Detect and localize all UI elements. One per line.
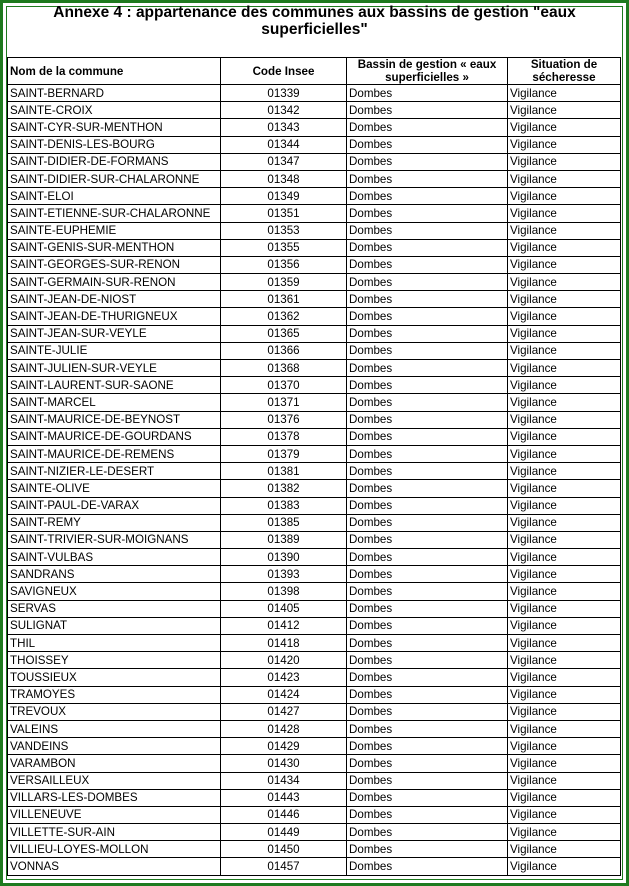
cell-commune: SAINT-MAURICE-DE-REMENS: [8, 445, 221, 462]
table-row: [8, 669, 621, 686]
cell-bassin: Dombes: [347, 497, 508, 514]
cell-bassin: Dombes: [347, 119, 508, 136]
cell-situation: Vigilance: [508, 789, 621, 806]
cell-commune: SAINT-JEAN-DE-THURIGNEUX: [8, 308, 221, 325]
header-code-insee: Code Insee: [221, 58, 347, 85]
cell-situation: Vigilance: [508, 394, 621, 411]
cell-bassin: Dombes: [347, 669, 508, 686]
cell-commune: THIL: [8, 635, 221, 652]
table-row: [8, 394, 621, 411]
cell-commune: SAINT-GENIS-SUR-MENTHON: [8, 239, 221, 256]
cell-code-insee: 01457: [221, 858, 347, 875]
cell-situation: Vigilance: [508, 360, 621, 377]
cell-commune: VILLARS-LES-DOMBES: [8, 789, 221, 806]
cell-code-insee: 01390: [221, 549, 347, 566]
table-row: [8, 222, 621, 239]
header-commune: Nom de la commune: [8, 58, 221, 85]
cell-code-insee: 01383: [221, 497, 347, 514]
cell-commune: SAINT-MARCEL: [8, 394, 221, 411]
cell-code-insee: 01418: [221, 635, 347, 652]
cell-commune: SAINT-DIDIER-DE-FORMANS: [8, 153, 221, 170]
cell-code-insee: 01361: [221, 291, 347, 308]
cell-code-insee: 01449: [221, 824, 347, 841]
table-row: [8, 806, 621, 823]
table-row: [8, 360, 621, 377]
cell-bassin: Dombes: [347, 188, 508, 205]
cell-code-insee: 01428: [221, 720, 347, 737]
cell-situation: Vigilance: [508, 85, 621, 102]
cell-code-insee: 01420: [221, 652, 347, 669]
cell-situation: Vigilance: [508, 841, 621, 858]
cell-bassin: Dombes: [347, 325, 508, 342]
cell-bassin: Dombes: [347, 841, 508, 858]
cell-commune: SAINT-NIZIER-LE-DESERT: [8, 463, 221, 480]
table-row: [8, 463, 621, 480]
cell-commune: VANDEINS: [8, 738, 221, 755]
cell-bassin: Dombes: [347, 772, 508, 789]
cell-situation: Vigilance: [508, 274, 621, 291]
cell-bassin: Dombes: [347, 445, 508, 462]
cell-bassin: Dombes: [347, 652, 508, 669]
cell-commune: SAINTE-EUPHEMIE: [8, 222, 221, 239]
cell-commune: SAINT-ELOI: [8, 188, 221, 205]
cell-commune: TREVOUX: [8, 703, 221, 720]
cell-commune: SAINTE-JULIE: [8, 342, 221, 359]
cell-bassin: Dombes: [347, 360, 508, 377]
cell-bassin: Dombes: [347, 170, 508, 187]
cell-situation: Vigilance: [508, 514, 621, 531]
cell-bassin: Dombes: [347, 411, 508, 428]
cell-commune: SAINT-GEORGES-SUR-RENON: [8, 256, 221, 273]
table-row: [8, 411, 621, 428]
cell-situation: Vigilance: [508, 428, 621, 445]
cell-code-insee: 01393: [221, 566, 347, 583]
cell-commune: SAINT-MAURICE-DE-BEYNOST: [8, 411, 221, 428]
cell-bassin: Dombes: [347, 755, 508, 772]
cell-situation: Vigilance: [508, 480, 621, 497]
cell-code-insee: 01405: [221, 600, 347, 617]
cell-bassin: Dombes: [347, 531, 508, 548]
cell-code-insee: 01389: [221, 531, 347, 548]
table-row: [8, 772, 621, 789]
table-row: [8, 566, 621, 583]
cell-bassin: Dombes: [347, 738, 508, 755]
cell-situation: Vigilance: [508, 703, 621, 720]
cell-code-insee: 01368: [221, 360, 347, 377]
table-row: [8, 617, 621, 634]
cell-situation: Vigilance: [508, 205, 621, 222]
cell-bassin: Dombes: [347, 806, 508, 823]
table-row: [8, 119, 621, 136]
table-row: [8, 720, 621, 737]
cell-situation: Vigilance: [508, 617, 621, 634]
table-row: [8, 445, 621, 462]
cell-bassin: Dombes: [347, 617, 508, 634]
cell-code-insee: 01443: [221, 789, 347, 806]
cell-code-insee: 01370: [221, 377, 347, 394]
cell-commune: SAINT-CYR-SUR-MENTHON: [8, 119, 221, 136]
table-row: [8, 583, 621, 600]
cell-code-insee: 01355: [221, 239, 347, 256]
cell-bassin: Dombes: [347, 549, 508, 566]
cell-code-insee: 01427: [221, 703, 347, 720]
cell-commune: SAINT-TRIVIER-SUR-MOIGNANS: [8, 531, 221, 548]
cell-code-insee: 01347: [221, 153, 347, 170]
cell-code-insee: 01359: [221, 274, 347, 291]
cell-code-insee: 01412: [221, 617, 347, 634]
cell-commune: THOISSEY: [8, 652, 221, 669]
cell-commune: VALEINS: [8, 720, 221, 737]
cell-commune: SAINT-JEAN-SUR-VEYLE: [8, 325, 221, 342]
cell-commune: TOUSSIEUX: [8, 669, 221, 686]
cell-situation: Vigilance: [508, 119, 621, 136]
cell-bassin: Dombes: [347, 583, 508, 600]
cell-code-insee: 01348: [221, 170, 347, 187]
cell-code-insee: 01376: [221, 411, 347, 428]
cell-commune: SANDRANS: [8, 566, 221, 583]
cell-bassin: Dombes: [347, 239, 508, 256]
cell-code-insee: 01339: [221, 85, 347, 102]
cell-situation: Vigilance: [508, 566, 621, 583]
cell-situation: Vigilance: [508, 583, 621, 600]
table-row: [8, 600, 621, 617]
cell-code-insee: 01366: [221, 342, 347, 359]
table-header-row: [8, 58, 621, 85]
table-row: [8, 858, 621, 875]
cell-bassin: Dombes: [347, 720, 508, 737]
cell-situation: Vigilance: [508, 755, 621, 772]
cell-code-insee: 01423: [221, 669, 347, 686]
cell-commune: SAINT-PAUL-DE-VARAX: [8, 497, 221, 514]
table-row: [8, 256, 621, 273]
cell-situation: Vigilance: [508, 720, 621, 737]
cell-bassin: Dombes: [347, 858, 508, 875]
cell-situation: Vigilance: [508, 463, 621, 480]
cell-commune: VARAMBON: [8, 755, 221, 772]
table-row: [8, 514, 621, 531]
cell-bassin: Dombes: [347, 566, 508, 583]
cell-bassin: Dombes: [347, 85, 508, 102]
cell-code-insee: 01351: [221, 205, 347, 222]
cell-situation: Vigilance: [508, 239, 621, 256]
cell-bassin: Dombes: [347, 686, 508, 703]
header-bassin: Bassin de gestion « eaux superficielles »: [347, 58, 508, 85]
cell-bassin: Dombes: [347, 102, 508, 119]
cell-code-insee: 01343: [221, 119, 347, 136]
table-row: [8, 342, 621, 359]
cell-situation: Vigilance: [508, 411, 621, 428]
cell-bassin: Dombes: [347, 514, 508, 531]
cell-bassin: Dombes: [347, 308, 508, 325]
cell-bassin: Dombes: [347, 274, 508, 291]
table-body: [8, 85, 621, 876]
cell-situation: Vigilance: [508, 652, 621, 669]
cell-commune: SAINT-MAURICE-DE-GOURDANS: [8, 428, 221, 445]
table-row: [8, 652, 621, 669]
cell-bassin: Dombes: [347, 600, 508, 617]
cell-commune: VILLETTE-SUR-AIN: [8, 824, 221, 841]
cell-code-insee: 01342: [221, 102, 347, 119]
cell-situation: Vigilance: [508, 600, 621, 617]
cell-bassin: Dombes: [347, 153, 508, 170]
cell-commune: SAINT-JEAN-DE-NIOST: [8, 291, 221, 308]
cell-commune: SULIGNAT: [8, 617, 221, 634]
cell-situation: Vigilance: [508, 188, 621, 205]
communes-table: [7, 57, 621, 876]
cell-situation: Vigilance: [508, 531, 621, 548]
cell-code-insee: 01430: [221, 755, 347, 772]
table-row: [8, 841, 621, 858]
table-row: [8, 205, 621, 222]
cell-bassin: Dombes: [347, 342, 508, 359]
cell-commune: SAINT-ETIENNE-SUR-CHALARONNE: [8, 205, 221, 222]
cell-situation: Vigilance: [508, 635, 621, 652]
cell-bassin: Dombes: [347, 635, 508, 652]
table-row: [8, 738, 621, 755]
cell-code-insee: 01356: [221, 256, 347, 273]
cell-commune: SAINTE-CROIX: [8, 102, 221, 119]
cell-commune: SERVAS: [8, 600, 221, 617]
table-row: [8, 102, 621, 119]
cell-code-insee: 01434: [221, 772, 347, 789]
cell-code-insee: 01365: [221, 325, 347, 342]
cell-situation: Vigilance: [508, 686, 621, 703]
cell-commune: SAVIGNEUX: [8, 583, 221, 600]
cell-commune: TRAMOYES: [8, 686, 221, 703]
cell-code-insee: 01362: [221, 308, 347, 325]
cell-bassin: Dombes: [347, 463, 508, 480]
cell-situation: Vigilance: [508, 136, 621, 153]
cell-bassin: Dombes: [347, 789, 508, 806]
cell-commune: SAINTE-OLIVE: [8, 480, 221, 497]
table-row: [8, 686, 621, 703]
cell-bassin: Dombes: [347, 480, 508, 497]
cell-code-insee: 01385: [221, 514, 347, 531]
cell-situation: Vigilance: [508, 772, 621, 789]
cell-code-insee: 01349: [221, 188, 347, 205]
cell-situation: Vigilance: [508, 549, 621, 566]
cell-bassin: Dombes: [347, 394, 508, 411]
cell-situation: Vigilance: [508, 858, 621, 875]
table-row: [8, 703, 621, 720]
cell-situation: Vigilance: [508, 170, 621, 187]
page-title: Annexe 4 : appartenance des communes aux bassins de gestion "eaux superficielles": [53, 4, 576, 38]
cell-bassin: Dombes: [347, 222, 508, 239]
cell-situation: Vigilance: [508, 497, 621, 514]
cell-situation: Vigilance: [508, 738, 621, 755]
cell-situation: Vigilance: [508, 342, 621, 359]
cell-code-insee: 01398: [221, 583, 347, 600]
cell-code-insee: 01446: [221, 806, 347, 823]
cell-situation: Vigilance: [508, 153, 621, 170]
table-row: [8, 480, 621, 497]
cell-situation: Vigilance: [508, 445, 621, 462]
cell-situation: Vigilance: [508, 222, 621, 239]
cell-situation: Vigilance: [508, 308, 621, 325]
cell-bassin: Dombes: [347, 205, 508, 222]
cell-commune: SAINT-JULIEN-SUR-VEYLE: [8, 360, 221, 377]
cell-commune: SAINT-GERMAIN-SUR-RENON: [8, 274, 221, 291]
table-row: [8, 291, 621, 308]
cell-commune: VONNAS: [8, 858, 221, 875]
cell-code-insee: 01344: [221, 136, 347, 153]
cell-code-insee: 01429: [221, 738, 347, 755]
table-row: [8, 170, 621, 187]
cell-commune: VILLENEUVE: [8, 806, 221, 823]
cell-code-insee: 01424: [221, 686, 347, 703]
cell-code-insee: 01450: [221, 841, 347, 858]
table-row: [8, 188, 621, 205]
table-row: [8, 428, 621, 445]
cell-situation: Vigilance: [508, 377, 621, 394]
cell-code-insee: 01371: [221, 394, 347, 411]
cell-bassin: Dombes: [347, 136, 508, 153]
table-row: [8, 789, 621, 806]
cell-situation: Vigilance: [508, 669, 621, 686]
table-row: [8, 85, 621, 102]
cell-bassin: Dombes: [347, 428, 508, 445]
cell-situation: Vigilance: [508, 824, 621, 841]
cell-bassin: Dombes: [347, 377, 508, 394]
table-row: [8, 325, 621, 342]
cell-code-insee: 01379: [221, 445, 347, 462]
table-row: [8, 308, 621, 325]
table-row: [8, 274, 621, 291]
table-row: [8, 136, 621, 153]
cell-code-insee: 01378: [221, 428, 347, 445]
cell-commune: SAINT-DENIS-LES-BOURG: [8, 136, 221, 153]
table-row: [8, 531, 621, 548]
cell-commune: SAINT-VULBAS: [8, 549, 221, 566]
cell-bassin: Dombes: [347, 703, 508, 720]
cell-situation: Vigilance: [508, 102, 621, 119]
cell-commune: SAINT-BERNARD: [8, 85, 221, 102]
table-row: [8, 377, 621, 394]
cell-bassin: Dombes: [347, 256, 508, 273]
header-situation: Situation de sécheresse: [508, 58, 621, 85]
cell-code-insee: 01382: [221, 480, 347, 497]
cell-bassin: Dombes: [347, 824, 508, 841]
cell-situation: Vigilance: [508, 256, 621, 273]
table-row: [8, 239, 621, 256]
cell-bassin: Dombes: [347, 291, 508, 308]
table-row: [8, 755, 621, 772]
cell-situation: Vigilance: [508, 806, 621, 823]
cell-situation: Vigilance: [508, 325, 621, 342]
cell-code-insee: 01353: [221, 222, 347, 239]
cell-commune: VERSAILLEUX: [8, 772, 221, 789]
table-row: [8, 549, 621, 566]
cell-situation: Vigilance: [508, 291, 621, 308]
cell-code-insee: 01381: [221, 463, 347, 480]
cell-commune: SAINT-LAURENT-SUR-SAONE: [8, 377, 221, 394]
table-row: [8, 153, 621, 170]
table-row: [8, 497, 621, 514]
cell-commune: VILLIEU-LOYES-MOLLON: [8, 841, 221, 858]
table-row: [8, 635, 621, 652]
table-row: [8, 824, 621, 841]
cell-commune: SAINT-REMY: [8, 514, 221, 531]
cell-commune: SAINT-DIDIER-SUR-CHALARONNE: [8, 170, 221, 187]
